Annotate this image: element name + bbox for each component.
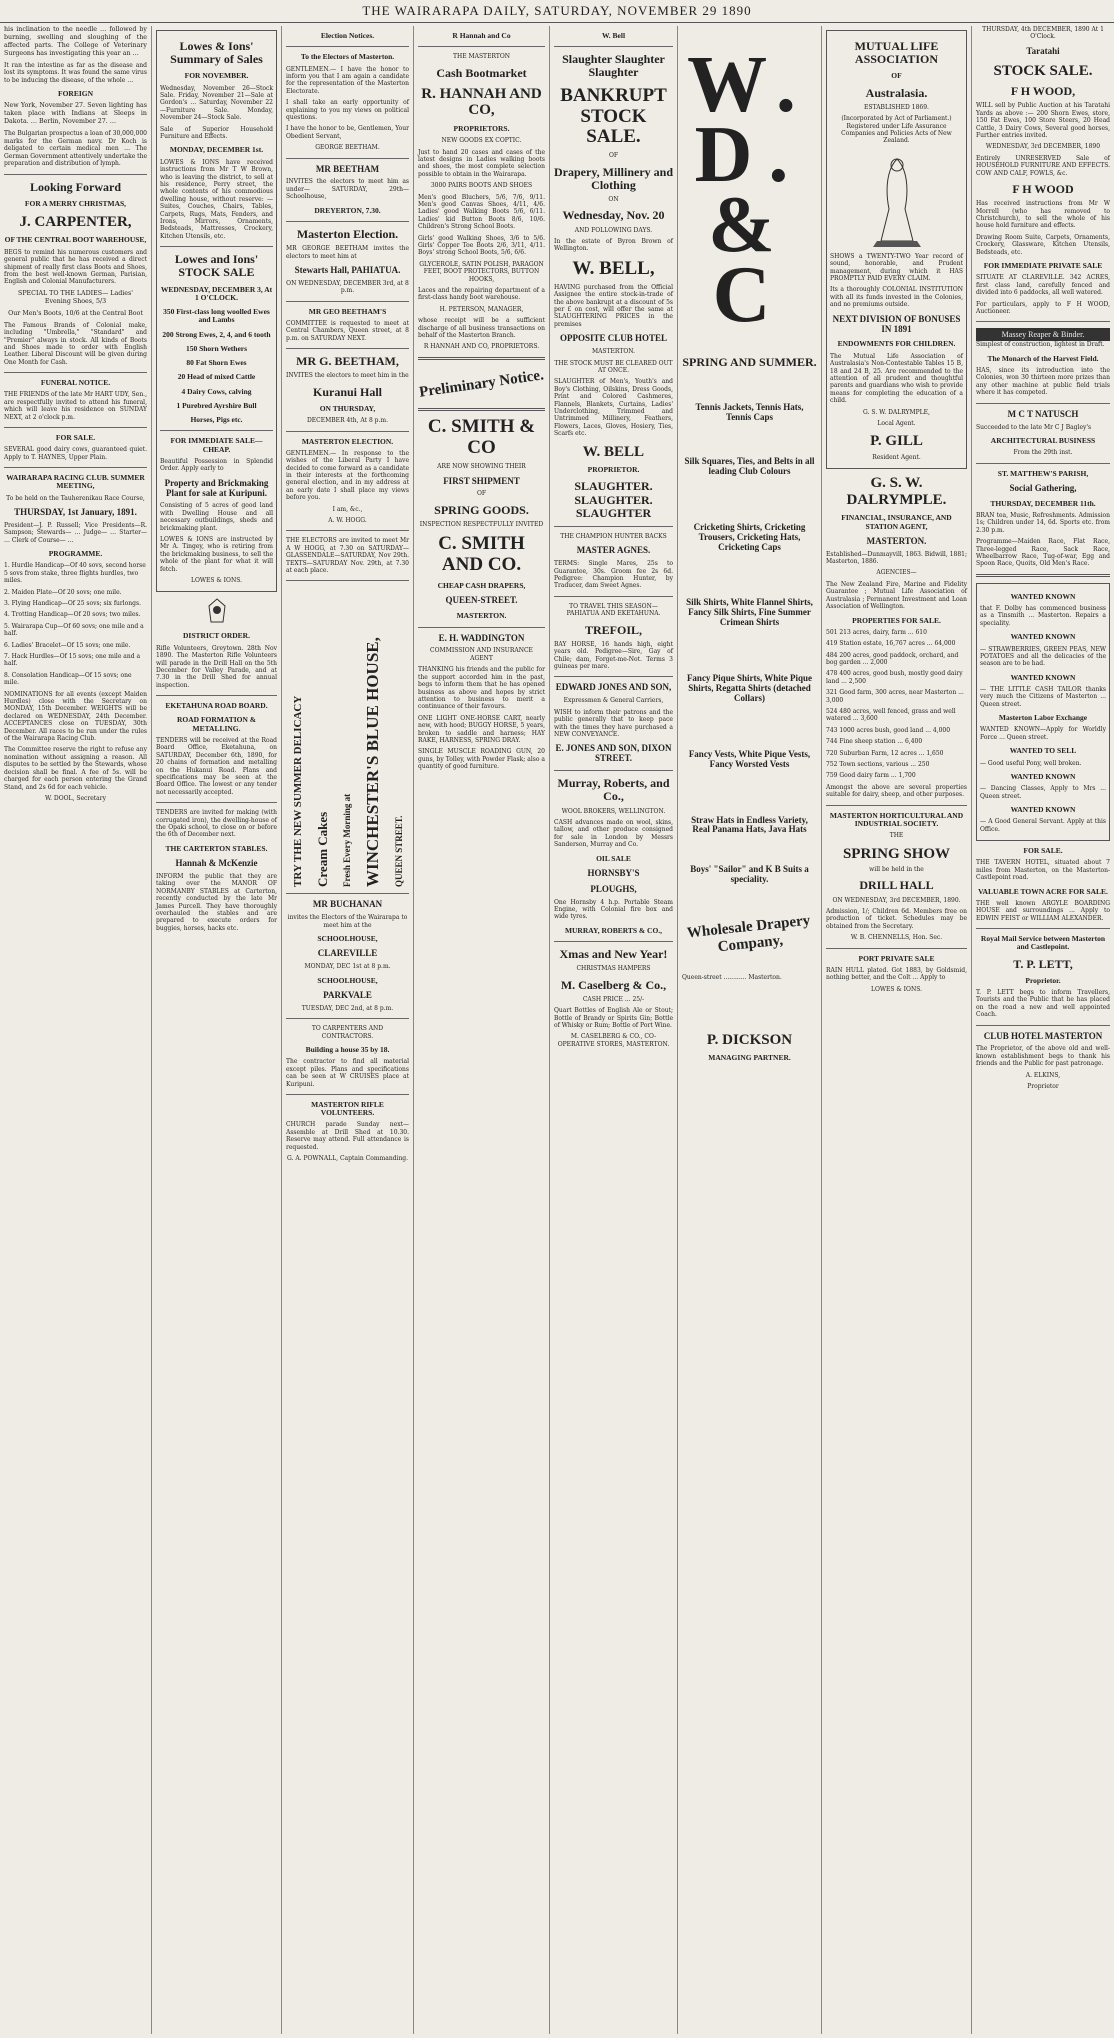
- section-heading: FOREIGN: [57, 89, 93, 99]
- stock-item: 350 First-class long woolled Ewes and Lambs: [163, 307, 270, 325]
- column-5: W. Bell Slaughter Slaughter Slaughter BANKRUPT STOCK SALE. OF Drapery, Millinery and Clothing ON Wednesday, Nov. 20 AND FOLLOWING DAYS. In the estate of Byron Brown of Wellington. W. BELL, HAVING purchased from the Official Assignee the entire stock-in-trade of the above bankrupt at a discount of 5s per £ on cost, will offer the same at SLAUGHTERING PRICES in the premises OPPOSITE CLUB HOTEL MASTERTON. THE STOCK MUST BE CLEARED OUT AT ONCE. SLAUGHTER of Men's, Youth's and Boy's Clothing, Oilskins, Dress Goods, Print and Colored Cashmeres, Flannels, Blankets, Curtains, Ladies' Underclothing, Trimmed and Untrimmed Millinery, Feathers, Flowers, Laces, Gloves, Hosiery, Ties, Scarfs etc. W. BELL PROPRIETOR. SLAUGHTER. SLAUGHTER. SLAUGHTER THE CHAMPION HUNTER BACKS MASTER AGNES. TERMS: Single Mares, 25s to Guarantee, 30s. Groom fee 2s 6d. Pedigree: Champion Hunter, by Traducer, dam Sweet Agnes. TO TRAVEL THIS SEASON— PAHIATUA AND EKETAHUNA. TREFOIL, BAY HORSE, 16 hands high, eight years old. Pedigree—Sire, Gay of Chile; dam, Forget-me-Not. Terms 3 guineas per mare. EDWARD JONES AND SON, Expressmen & General Carriers, WISH to inform their patrons and the public generally that to keep pace with the times they have purchased a NEW CONVEYANCE. E. JONES AND SON, DIXON STREET. Murray, Roberts, and Co., WOOL BROKERS, WELLINGTON. CASH advances made on wool, skins, tallow, and other produce consigned for sale in London by Messrs Sanderson, Murray and Co. OIL SALE HORNSBY'S PLOUGHS, One Hornsby 4 h.p. Portable Steam Engine, with Colonial fire box and wide tyres. MURRAY, ROBERTS & CO., Xmas and New Year! CHRISTMAS HAMPERS M. Caselberg & Co., CASH PRICE ... 25/- Quart Bottles of English Ale or Stout; Bottle of Brandy or Spirits Gin; Bottle of Whisky or Rum; Bottle of Port Wine. M. CASELBERG & CO., CO-OPERATIVE STORES, MASTERTON.: [550, 26, 678, 2034]
- wdc-logo: W. D. & C: [687, 41, 812, 339]
- allegorical-figure-icon: [857, 149, 937, 249]
- article-text: New York, November 27. Seven lighting has taken place with Indians at Sleeps in Dakota. … Berlin, November 27. …: [4, 102, 147, 126]
- crest-icon: [197, 596, 237, 626]
- stock-item: Horses, Pigs etc.: [190, 415, 243, 425]
- stock-item: 4 Dairy Cows, calving: [181, 386, 252, 396]
- vertical-advert: TRY THE NEW SUMMER DELICACY Cream Cakes Fresh Every Morning at WINCHESTER'S BLUE HOUSE, QUEEN STREET.: [291, 637, 404, 888]
- column-3: Election Notices. To the Electors of Masterton. GENTLEMEN.— I have the honor to inform you that I am again a candidate for the representation of the Masterton Electorate. I shall take an early opportunity of explaining to you my views on political questions. I have the honor to be, Gentlemen, Your Obedient Servant, GEORGE BEETHAM. MR BEETHAM INVITES the electors to meet him as under— SATURDAY, 29th—Schoolhouse, DREYERTON, 7.30. Masterton Election. MR GEORGE BEETHAM invites the electors to meet him at Stewarts Hall, PAHIATUA. ON WEDNESDAY, DECEMBER 3rd, at 8 p.m. MR GEO BEETHAM'S COMMITTEE is requested to meet at Central Chambers, Queen street, at 8 p.m. on SATURDAY NEXT. MR G. BEETHAM, INVITES the electors to meet him in the Kuranui Hall ON THURSDAY, DECEMBER 4th, At 8 p.m. MASTERTON ELECTION. GENTLEMEN.— In response to the wishes of the Liberal Party I have decided to come forward as a candidate in their interests at the forthcoming general election, and in my address at an early date I shall place my views before you. I am, &c., A. W. HOGG. THE ELECTORS are invited to meet Mr A W HOGG, at 7.30 on SATURDAY—GLASSENDALE—SATURDAY, Nov 29th. TEXTS—SATURDAY Nov. 29th, at 7.30 at each place. TRY THE NEW SUMMER DELICACY Cream Cakes Fresh Every Morning at WINCHESTER'S BLUE HOUSE, QUEEN STREET. MR BUCHANAN invites the Electors of the Wairarapa to meet him at the SCHOOLHOUSE, CLAREVILLE MONDAY, DEC 1st at 8 p.m. SCHOOLHOUSE, PARKVALE TUESDAY, DEC 2nd, at 8 p.m. TO CARPENTERS AND CONTRACTORS. Building a house 35 by 18. The contractor to find all material except piles. Plans and specifications can be seen at W CRUISES place at Kuripuni. MASTERTON RIFLE VOLUNTEERS. CHURCH parade Sunday next— Assemble at Drill Shed at 10.30. Reserve may attend. Full attendance is requested. G. A. POWNALL, Captain Commanding.: [282, 26, 414, 2034]
- column-8: THURSDAY, 4th DECEMBER, 1890 At 1 O'Clock. Taratahi STOCK SALE. F H WOOD, WILL sell by Public Auction at his Taratahi Yards as above :— 200 Shorn Ewes, store, 150 Fat Ewes, 100 Store Steers, 20 Head Cattle, 3 Dairy Cows, Several good horses, Further entries invited. WEDNESDAY, 3rd DECEMBER, 1890 Entirely UNRESERVED Sale of HOUSEHOLD FURNITURE AND EFFECTS. COW AND CALF, FOWLS, &c. F H WOOD Has received instructions from Mr W Morrell (who has removed to Christchurch), to sell the whole of his house hold furniture and effects. Drawing Room Suite, Carpets, Ornaments, Crockery, Glassware, Kitchen Utensils, Bedsteads, etc. FOR IMMEDIATE PRIVATE SALE SITUATE AT CLAREVILLE. 342 ACRES, first class land, carefully fenced and divided into 6 paddocks, all well watered. For particulars, apply to F H WOOD, Auctioneer. Massey Reaper & Binder. Simplest of construction, lightest in Draft. The Monarch of the Harvest Field. HAS, since its introduction into the Colonies, won 30 thirteen more prizes than any other machine at public field trials where it has competed. M C T NATUSCH Succeeded to the late Mr C J Bagley's ARCHITECTURAL BUSINESS From the 29th inst. ST. MATTHEW'S PARISH, Social Gathering, THURSDAY, DECEMBER 11th. BRAN tea, Music, Refreshments. Admission 1s; Children under 14, 6d. Sports etc. from 2.30 p.m. Programme—Maiden Race, Flat Race, Three-legged Race, Sack Race, Wheelbarrow Race, Tug-of-war, Egg and Spoon Race, Quoits, Old Men's Race. WANTED KNOWN that F. Dolby has commenced business as a Tinsmith ... Masterton. Repairs a speciality. WANTED KNOWN — STRAWBERRIES, GREEN PEAS, NEW POTATOES and all the delicacies of the season are to be had. WANTED KNOWN — THE LITTLE CASH TAILOR thanks very much the Citizens of Masterton ... Queen street. Masterton Labor Exchange WANTED KNOWN—Apply for Worldly Force ... Queen street. WANTED TO SELL — Good useful Pony, well broken. WANTED KNOWN — Dancing Classes, Apply to Mrs ... Queen street. WANTED KNOWN — A Good General Servant. Apply at this Office. FOR SALE. THE TAVERN HOTEL, situated about 7 miles from Masterton, on the Masterton-Castlepoint road. VALUABLE TOWN ACRE FOR SALE. THE well known ARGYLE BOARDING HOUSE and surroundings ... Apply to EDWIN FEIST or WILLIAM ALEXANDER. Royal Mail Service between Masterton and Castlepoint. T. P. LETT, Proprietor. T. P. LETT begs to inform Travellers, Tourists and the Public that he has placed on the road a new and well appointed Coach. CLUB HOTEL MASTERTON The Proprietor, of the above old and well-known establishment begs to thank his friends and the Public for past patronage. A. ELKINS, Proprietor: [976, 26, 1110, 1091]
- masthead: [0, 0, 1114, 23]
- stock-item: 1 Purebred Ayrshire Bull: [176, 400, 257, 410]
- column-2: Lowes & Ions' Summary of Sales FOR NOVEMBER. Wednesday, November 26—Stock Sale. Friday, November 21—Sale at Gordon's … Saturday, November 22—Furniture Sale. Monday, November 24—Stock Sale. Sale of Superior Household Furniture and Effects. MONDAY, DECEMBER 1st. LOWES & IONS have received instructions from Mr T W Brown, who is leaving the district, to sell at his residence, Perry street, the whole contents of his commodious dwelling house, without reserve: —Suites, Couches, Chairs, Tables, Carpets, Rugs, Mats, Fenders, and Irons, Mirrors, Ornaments, Bedsteads, Mattresses, Crockery, Kitchen Utensils, etc. Lowes and Ions' STOCK SALE WEDNESDAY, DECEMBER 3, At 1 O'CLOCK. 350 First-class long woolled Ewes and Lambs 200 Strong Ewes, 2, 4, and 6 tooth 150 Shorn Wethers 80 Fat Shorn Ewes 20 Head of mixed Cattle 4 Dairy Cows, calving 1 Purebred Ayrshire Bull Horses, Pigs etc. FOR IMMEDIATE SALE—CHEAP. Beautiful Possession in Splendid Order. Apply early to Property and Brickmaking Plant for sale at Kuripuni. Consisting of 5 acres of good land with Dwelling House and all necessary outbuildings, sheds and brickmaking plant. LOWES & IONS are instructed by Mr A. Tingey, who is retiring from the brickmaking business, to sell the whole of the plant for what it will fetch. LOWES & IONS. DISTRICT ORDER. Rifle Volunteers, Greytown. 28th Nov 1890. The Masterton Rifle Volunteers will parade in the Drill Hall on the 5th December for Valley Parade, and at 7.30 in the Drill Shed for annual inspection. EKETAHUNA ROAD BOARD. ROAD FORMATION & METALLING. TENDERS will be received at the Road Board Office, Eketahuna, on SATURDAY, December 6th, 1890, for 20 chains of formation and metalling on the Hukanui Road. Plans and specifications may be seen at the Board Office. The lowest or any tender not necessarily accepted. TENDERS are invited for making (with corrugated iron), the dwelling-house of the Opaki school, to close on or before the 6th of December next. THE CARTERTON STABLES. Hannah & McKenzie INFORM the public that they are taking over the MANOR OF NORMANBY STABLES at Carterton, recently conducted by the late Mr James Purcell. They have thoroughly overhauled the stables and are prepared to execute orders for buggies, horses, hacks etc.: [152, 26, 282, 2034]
- column-7: MUTUAL LIFE ASSOCIATION OF Australasia. ESTABLISHED 1869. (Incorporated by Act of Parliament.) Registered under Life Assurance Companies and Policies Acts of New Zealand. SHOWS a TWENTY-TWO Year record of sound, honorable, and Prudent management, during which it HAS PROMPTLY PAID EVERY CLAIM. Its a thoroughly COLONIAL INSTITUTION with all its funds invested in the Colonies, and no premiums outside. NEXT DIVISION OF BONUSES IN 1891 ENDOWMENTS FOR CHILDREN. The Mutual Life Association of Australasia's Non-Contestable Tables 15 B, 18 and 24 B, 25. Are recommended to the attention of all prudent and thoughtful parents and guardians who wish to provide means for completing the education of a child. G. S. W. DALRYMPLE, Local Agent. P. GILL Resident Agent. G. S. W. DALRYMPLE. FINANCIAL, INSURANCE, AND STATION AGENT, MASTERTON. Established—Dunmayvill, 1863. Bidwill, 1881; Masterton, 1886. AGENCIES— The New Zealand Fire, Marine and Fidelity Guarantee ; Mutual Life Association of Australasia ; Permanent Investment and Loan Association of Wellington. PROPERTIES FOR SALE. 501 213 acres, dairy, farm ... 610 419 Station estate, 16,767 acres ... 64,000 484 200 acres, good paddock, orchard, and bog garden ... 2,000 478 400 acres, good bush, mostly good dairy land ... 2,500 321 Good farm, 300 acres, near Masterton ... 3,000 524 480 acres, well fenced, grass and well watered ... 3,600 743 1000 acres bush, good land ... 4,000 744 Fine sheep station ... 6,400 720 Suburban Farm, 12 acres ... 1,650 752 Town sections, various ... 250 759 Good dairy farm ... 1,700 Amongst the above are several properties suitable for dairy, sheep, and other purposes. MASTERTON HORTICULTURAL AND INDUSTRIAL SOCIETY. THE SPRING SHOW will be held in the DRILL HALL ON WEDNESDAY, 3rd DECEMBER, 1890. Admission, 1/; Children 6d. Members free on production of ticket. Schedules may be obtained from the Secretary. W. B. CHENNELLS, Hon. Sec. PORT PRIVATE SALE RAIN HULL plated. Got 1883, by Goldsmid, nothing better, and the Colt ... Apply to LOWES & IONS.: [822, 26, 972, 2034]
- column-4: R Hannah and Co THE MASTERTON Cash Bootmarket R. HANNAH AND CO, PROPRIETORS. NEW GOODS EX COPTIC. Just to hand 20 cases and cases of the latest designs in Ladies walking boots and shoes, the most complete selection possible to obtain in the Wairarapa. 3000 PAIRS BOOTS AND SHOES Men's good Bluchers, 5/6, 7/6, 9/11. Men's good Canvas Shoes, 4/11, 4/6. Ladies' good Walking Boots 5/6, 6/11. Ladies' kid Button Boots 8/6, 10/6. Children's Strong School Boots. Girls' good Walking Shoes, 3/6 to 5/6. Girls' Copper Toe Boots 2/6, 3/11, 4/11. Boys' strong School Boots, 5/6, 6/6. GLYCEROLE, SATIN POLISH, PARAGON FEET, BOOT PROTECTORS, BUTTON HOOKS, Laces and the repairing department of a first-class handy boot warehouse. H. PETERSON, MANAGER, whose receipt will be a sufficient discharge of all business transactions on behalf of the Masterton Branch. R HANNAH AND CO, PROPRIETORS. Preliminary Notice. C. SMITH & CO ARE NOW SHOWING THEIR FIRST SHIPMENT OF SPRING GOODS. INSPECTION RESPECTFULLY INVITED C. SMITH AND CO. CHEAP CASH DRAPERS, QUEEN-STREET. MASTERTON. E. H. WADDINGTON COMMISSION AND INSURANCE AGENT THANKING his friends and the public for the support accorded him in the past, begs to inform them that he has opened business as above and hopes by strict attention to business to merit a continuance of their favours. ONE LIGHT ONE-HORSE CART, nearly new, with hood; BUGGY HORSE, 5 years, broken to saddle and harness; HAY RAKE, HARNESS, SPRING DRAY. SINGLE MUSCLE ROADING GUN, 20 guns, by Tolley, with Powder Flask; also a quantity of good furniture.: [414, 26, 550, 2034]
- stock-list: [160, 308, 273, 424]
- stock-item: 20 Head of mixed Cattle: [177, 372, 256, 382]
- column-6: W. D. & C SPRING AND SUMMER. Tennis Jackets, Tennis Hats, Tennis Caps Silk Squares, Ties, and Belts in all leading Club Colours Cricketing Shirts, Cricketing Trousers, Cricketing Hats, Cricketing Caps Silk Shirts, White Flannel Shirts, Fancy Silk Shirts, Fine Summer Crimean Shirts Fancy Pique Shirts, White Pique Shirts, Regatta Shirts (detached Collars) Fancy Vests, White Pique Vests, Fancy Worsted Vests Straw Hats in Endless Variety, Real Panama Hats, Java Hats Boys' "Sailor" and K B Suits a speciality. Wholesale Drapery Company, Queen-street ............ Masterton. P. DICKSON MANAGING PARTNER.: [678, 26, 822, 2034]
- advert-title: Lowes & Ions' Summary of Sales: [170, 39, 263, 67]
- advert-name: J. CARPENTER,: [19, 213, 132, 230]
- column-1: his inclination to the needle … followed by burning, swelling and sloughing of the affected parts. The College of Veterinary Surgeons has investigating this year an … It ran the intestine as far as the disease and lost its symptoms. It was found the same virus to be inducing the disease, of the whole … FOREIGN New York, November 27. Seven lighting has taken place with Indians at Sleeps in Dakota. … Berlin, November 27. … The Bulgarian prospectus a loan of 30,000,000 marks for the German navy. Dr Koch is deligated to certain medical men … The German Government attentively undertake the preparation and distribution of lymph. Looking Forward FOR A MERRY CHRISTMAS, J. CARPENTER, OF THE CENTRAL BOOT WAREHOUSE, BEGS to remind his numerous customers and general public that he has received a direct shipment of really first class Boots and Shoes, from the best well-known German, Parisian, English and Colonial Manufacturers. SPECIAL TO THE LADIES— Ladies' Evening Shoes, 5/3 Our Men's Boots, 10/6 at the Central Boot The Famous Brands of Colonial make, including "Umbrella," "Standard" and "Premier" always in stock. All kinds of Boots and Shoes made to order with English Leather. Liberal Discount will be given during One Month for Cash. FUNERAL NOTICE. THE FRIENDS of the late Mr HART UDY, Sen., are respectfully invited to attend his funeral, which will leave his residence on SUNDAY NEXT, at 2 o'clock p.m. FOR SALE. SEVERAL good dairy cows, guaranteed quiet. Apply to T. HAYNES, Upper Plain. WAIRARAPA RACING CLUB. SUMMER MEETING, To be held on the Tauherenikau Race Course, THURSDAY, 1st January, 1891. President—J. P. Russell; Vice Presidents—R. Sampson; Stewards— … Judge— … Starter— … Clerk of Course— … PROGRAMME. 1. Hurdle Handicap—Of 40 sovs, second horse 5 sovs from stake, three flights hurdles, two miles. 2. Maiden Plate—Of 20 sovs; one mile. 3. Flying Handicap—Of 25 sovs; six furlongs. 4. Trotting Handicap—Of 20 sovs; two miles. 5. Wairarapa Cup—Of 60 sovs; one mile and a half. 6. Ladies' Bracelet—Of 15 sovs; one mile. 7. Hack Hurdles—Of 15 sovs; one mile and a half. 8. Consolation Handicap—Of 15 sovs; one mile. NOMINATIONS for all events (except Maiden Hurdles) close with the Secretary on MONDAY, 15th December. WEIGHTS will be declared on WEDNESDAY, 24th December. ACCEPTANCES close on TUESDAY, 30th December. All races to be run under the rules of the Wairarapa Racing Club. The Committee reserve the right to refuse any nomination without assigning a reason. All disputes to be settled by the Stewards, whose decision shall be final. A fee of 5s. will be charged for each person entering the Grand Stand, and 2s 6d for each vehicle. W. DOOL, Secretary: [0, 26, 152, 2034]
- stock-item: 200 Strong Ewes, 2, 4, and 6 tooth: [162, 329, 271, 339]
- stock-item: 80 Fat Shorn Ewes: [186, 358, 247, 368]
- stock-item: 150 Shorn Wethers: [185, 343, 248, 353]
- advert-title: Looking Forward: [29, 179, 121, 194]
- article-text: his inclination to the needle … followed by burning, swelling and sloughing of the affected parts. The College of Veterinary Surgeons has investigating this year an …: [4, 26, 147, 57]
- inverted-banner: Massey Reaper & Binder.: [976, 328, 1110, 341]
- masthead-title: THE WAIRARAPA DAILY, SATURDAY, NOVEMBER 29 1890: [362, 3, 752, 18]
